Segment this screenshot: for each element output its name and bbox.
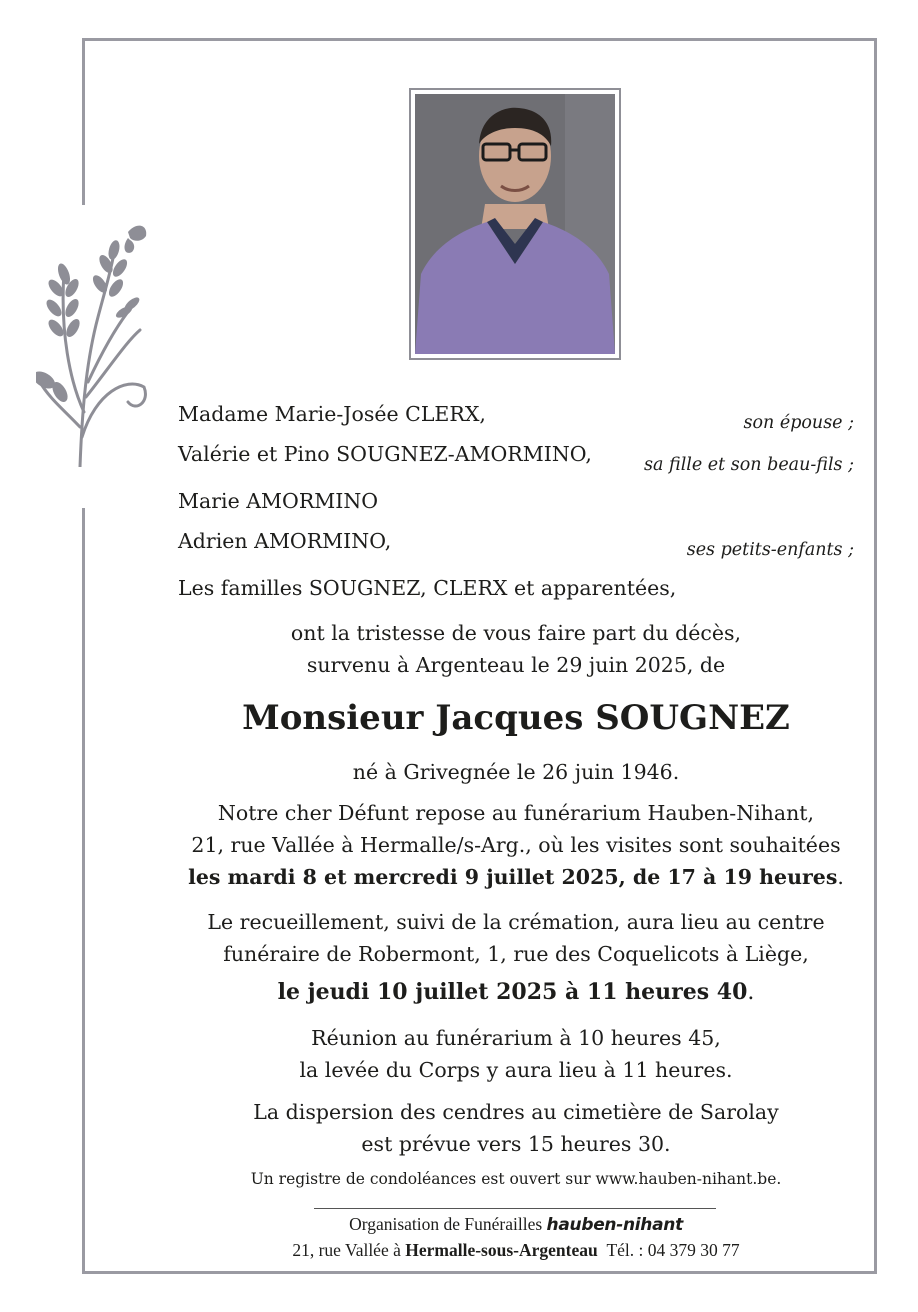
address-town: Hermalle-sous-Argenteau	[405, 1240, 598, 1260]
condolence-register: Un registre de condoléances est ouvert sur www.hauben-nihant.be.	[250, 1170, 782, 1188]
gathering-block	[120, 1022, 912, 1086]
visits-block	[120, 797, 912, 893]
visits-dates-text: les mardi 8 et mercredi 9 juillet 2025, de 17 à 19 heures	[188, 865, 838, 889]
birth-info: né à Grivegnée le 26 juin 1946.	[352, 760, 680, 784]
gathering-line-1: Réunion au funérarium à 10 heures 45,	[311, 1026, 721, 1050]
ashes-block	[120, 1096, 912, 1160]
visits-line-1: Notre cher Défunt repose au funérarium Hauben-Nihant,	[217, 801, 815, 825]
family-member-daughter: Valérie et Pino SOUGNEZ-AMORMINO,	[178, 442, 592, 466]
visits-line-2: 21, rue Vallée à Hermalle/s-Arg., où les visites sont souhaitées	[191, 833, 841, 857]
announcement	[120, 617, 912, 681]
ceremony-line-1: Le recueillement, suivi de la crémation, aura lieu au centre	[207, 910, 825, 934]
portrait-photo	[415, 94, 615, 354]
family-relatives: Les familles SOUGNEZ, CLERX et apparentées,	[178, 576, 677, 600]
family-member-grandchild-1: Marie AMORMINO	[178, 489, 379, 513]
address-prefix: 21, rue Vallée à	[292, 1240, 401, 1260]
announcement-line-2: survenu à Argenteau le 29 juin 2025, de	[306, 653, 726, 677]
footer-divider	[314, 1208, 716, 1209]
portrait-frame	[409, 88, 621, 360]
visits-dates-end: .	[837, 865, 844, 889]
relation-spouse: son épouse ;	[743, 413, 854, 433]
relation-daughter: sa fille et son beau-fils ;	[644, 455, 854, 475]
ashes-line-2: est prévue vers 15 heures 30.	[361, 1132, 671, 1156]
ashes-line-1: La dispersion des cendres au cimetière de Sarolay	[253, 1100, 779, 1124]
ceremony-date	[120, 976, 912, 1009]
wheat-butterfly-ornament	[36, 212, 152, 467]
ceremony-date-text: le jeudi 10 juillet 2025 à 11 heures 40	[277, 979, 748, 1005]
ceremony-block	[120, 906, 912, 1009]
family-member-spouse: Madame Marie-Josée CLERX,	[178, 402, 486, 426]
ceremony-date-end: .	[747, 980, 755, 1005]
organizer-prefix: Organisation de Funérailles	[349, 1214, 543, 1234]
funeral-organizer	[100, 1214, 918, 1235]
ceremony-line-2: funéraire de Robermont, 1, rue des Coquelicots à Liège,	[223, 942, 809, 966]
organizer-address	[100, 1240, 918, 1261]
relation-grandchildren: ses petits-enfants ;	[686, 540, 854, 560]
announcement-line-1: ont la tristesse de vous faire part du décès,	[290, 621, 742, 645]
organizer-phone: Tél. : 04 379 30 77	[606, 1240, 740, 1260]
organizer-brand: hauben-nihant	[546, 1215, 683, 1235]
visits-dates	[120, 861, 912, 893]
gathering-line-2: la levée du Corps y aura lieu à 11 heures.	[299, 1058, 733, 1082]
deceased-name: Monsieur Jacques SOUGNEZ	[242, 698, 790, 738]
family-member-grandchild-2: Adrien AMORMINO,	[178, 529, 392, 553]
